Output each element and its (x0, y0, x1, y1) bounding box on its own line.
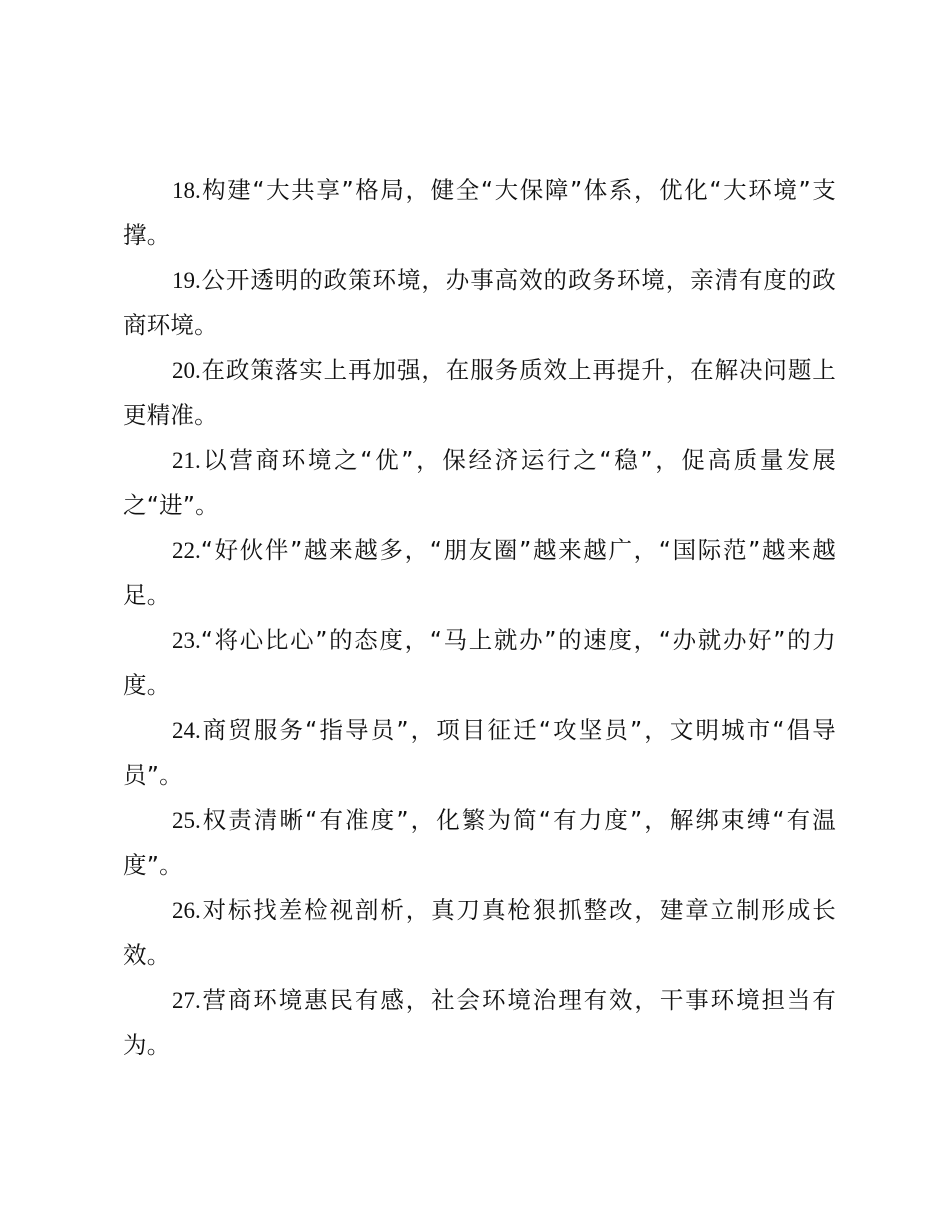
paragraph-number: 18. (172, 178, 201, 203)
paragraph-text: 对标找差检视剖析，真刀真枪狠抓整改，建章立制形成长效。 (123, 896, 836, 969)
paragraph-24 (123, 708, 836, 798)
paragraph-number: 24. (172, 718, 201, 743)
paragraph-20 (123, 348, 836, 438)
paragraph-27 (123, 978, 836, 1068)
paragraph-25 (123, 798, 836, 888)
paragraph-text: 以营商环境之“优”，保经济运行之“稳”，促高质量发展之“进”。 (123, 446, 836, 519)
paragraph-22 (123, 528, 836, 618)
paragraph-number: 26. (172, 898, 201, 923)
paragraph-21 (123, 438, 836, 528)
paragraph-text: “好伙伴”越来越多，“朋友圈”越来越广，“国际范”越来越足。 (123, 536, 836, 609)
paragraph-text: 公开透明的政策环境，办事高效的政务环境，亲清有度的政商环境。 (123, 266, 836, 339)
paragraph-number: 21. (172, 448, 201, 473)
paragraph-number: 19. (172, 268, 201, 293)
paragraph-text: “将心比心”的态度，“马上就办”的速度，“办就办好”的力度。 (123, 626, 836, 699)
paragraph-number: 23. (172, 628, 201, 653)
paragraph-23 (123, 618, 836, 708)
paragraph-number: 20. (172, 358, 201, 383)
paragraph-text: 商贸服务“指导员”，项目征迁“攻坚员”，文明城市“倡导员”。 (123, 716, 836, 789)
paragraph-number: 22. (172, 538, 201, 563)
paragraph-text: 权责清晰“有准度”，化繁为简“有力度”，解绑束缚“有温度”。 (123, 806, 836, 879)
paragraph-number: 25. (172, 808, 201, 833)
paragraph-text: 营商环境惠民有感，社会环境治理有效，干事环境担当有为。 (123, 986, 836, 1059)
paragraph-26 (123, 888, 836, 978)
paragraph-18 (123, 168, 836, 258)
paragraph-text: 在政策落实上再加强，在服务质效上再提升，在解决问题上更精准。 (123, 356, 836, 429)
document-page (123, 168, 836, 1068)
paragraph-number: 27. (172, 988, 201, 1013)
paragraph-19 (123, 258, 836, 348)
paragraph-text: 构建“大共享”格局，健全“大保障”体系，优化“大环境”支撑。 (123, 176, 836, 249)
